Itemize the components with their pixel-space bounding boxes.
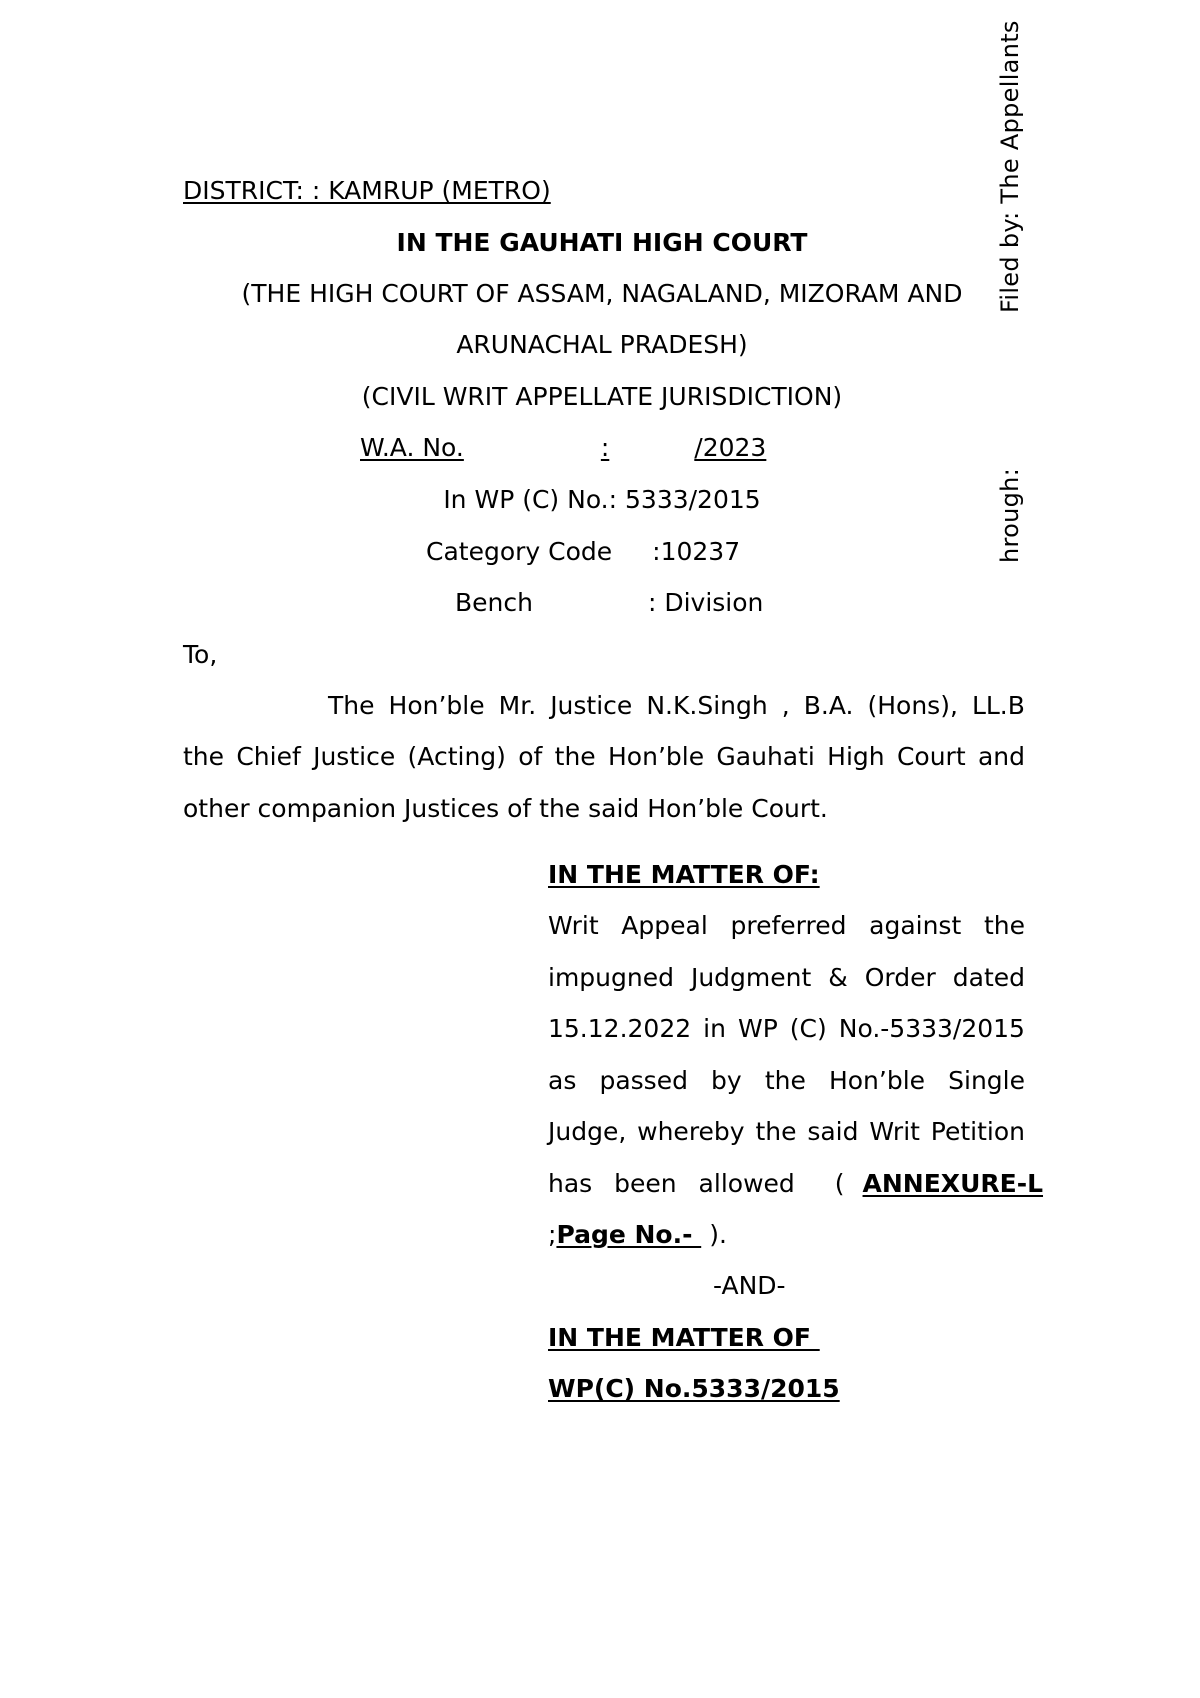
court-subtitle-line2: ARUNACHAL PRADESH) [456, 330, 748, 359]
address-word: B.A. [803, 691, 854, 720]
address-word: (Hons), [867, 691, 958, 720]
matter-para-line-2 [548, 963, 1025, 993]
para-word: Petition [930, 1117, 1025, 1146]
matter-para-line-5 [548, 1117, 1025, 1147]
address-word: Mr. [498, 691, 537, 720]
address-word: , [781, 691, 790, 720]
category-code-line [426, 537, 740, 567]
para-word: No.-5333/2015 [838, 1014, 1025, 1043]
para-word: passed [599, 1066, 688, 1095]
address-word: Hon’ble [608, 742, 705, 771]
para-word: Judge, [548, 1117, 627, 1146]
district-line: DISTRICT: : KAMRUP (METRO) [183, 176, 551, 205]
page-close: ). [709, 1220, 727, 1249]
para-word: preferred [730, 911, 847, 940]
allowed-text: has been allowed [548, 1169, 795, 1198]
address-line-1 [328, 691, 1025, 721]
address-word: Hon’ble [388, 691, 485, 720]
para-word: by [711, 1066, 742, 1095]
para-word: 15.12.2022 [548, 1014, 692, 1043]
para-word: said [807, 1117, 859, 1146]
address-word: High [827, 742, 885, 771]
address-word: Justice [550, 691, 633, 720]
para-word: against [869, 911, 962, 940]
bench-value: : Division [647, 588, 764, 617]
para-word: Appeal [621, 911, 708, 940]
matter-para-line-6 [548, 1169, 1043, 1199]
matter-heading-1: IN THE MATTER OF: [548, 860, 820, 889]
wa-no-colon: : [600, 433, 610, 462]
para-word: Hon’ble [828, 1066, 926, 1095]
para-word: impugned [548, 963, 674, 992]
address-word: the [183, 742, 225, 771]
address-word: Court [896, 742, 966, 771]
para-word: Writ [548, 911, 599, 940]
address-word: (Acting) [407, 742, 506, 771]
para-word: WP [737, 1014, 778, 1043]
para-word: the [755, 1117, 797, 1146]
para-word: Order [864, 963, 936, 992]
address-word: the [554, 742, 596, 771]
address-word: of [518, 742, 543, 771]
wp-number-line: In WP (C) No.: 5333/2015 [443, 485, 761, 514]
para-word: & [828, 963, 848, 992]
annexure-reference: ANNEXURE-L [862, 1169, 1044, 1198]
para-word: in [703, 1014, 726, 1043]
page-number-reference: Page No.- [556, 1220, 702, 1249]
address-word: N.K.Singh [646, 691, 768, 720]
allowed-paren: ( [834, 1169, 845, 1198]
address-line-3: other companion Justices of the said Hon’ble Court. [183, 794, 828, 823]
address-word: The [328, 691, 375, 720]
address-word: LL.B [971, 691, 1025, 720]
address-word: and [977, 742, 1025, 771]
matter-heading-2: IN THE MATTER OF [548, 1323, 820, 1352]
para-word: dated [952, 963, 1025, 992]
jurisdiction-line: (CIVIL WRIT APPELLATE JURISDICTION) [361, 382, 843, 411]
bench-label: Bench [455, 588, 533, 617]
category-code-value: :10237 [652, 537, 741, 566]
category-code-label: Category Code [426, 537, 613, 566]
address-line-2 [183, 742, 1025, 772]
bench-line [455, 588, 763, 618]
filed-by-margin: Filed by: The Appellants [996, 20, 1024, 313]
para-word: Writ [869, 1117, 920, 1146]
matter-para-line-4 [548, 1066, 1025, 1096]
matter-para-line-1 [548, 911, 1025, 941]
para-word: the [764, 1066, 806, 1095]
matter-para-line-3 [548, 1014, 1025, 1044]
salutation: To, [183, 640, 218, 669]
wa-no-year: /2023 [694, 433, 767, 462]
address-word: Gauhati [716, 742, 815, 771]
court-subtitle-line1: (THE HIGH COURT OF ASSAM, NAGALAND, MIZORAM AND [241, 279, 963, 308]
address-word: Chief [236, 742, 301, 771]
matter-para-line-7 [548, 1220, 727, 1250]
wa-number-line [360, 433, 778, 463]
para-word: as [548, 1066, 577, 1095]
semicolon: ; [548, 1220, 557, 1249]
through-margin: hrough: [996, 467, 1024, 563]
para-word: the [983, 911, 1025, 940]
and-separator: -AND- [713, 1271, 786, 1300]
address-word: Justice [313, 742, 396, 771]
para-word: whereby [637, 1117, 745, 1146]
para-word: (C) [789, 1014, 827, 1043]
para-word: Judgment [690, 963, 812, 992]
wa-no-label: W.A. No. [360, 433, 464, 462]
wpc-number: WP(C) No.5333/2015 [548, 1374, 840, 1403]
court-title: IN THE GAUHATI HIGH COURT [396, 228, 808, 257]
para-word: Single [948, 1066, 1025, 1095]
